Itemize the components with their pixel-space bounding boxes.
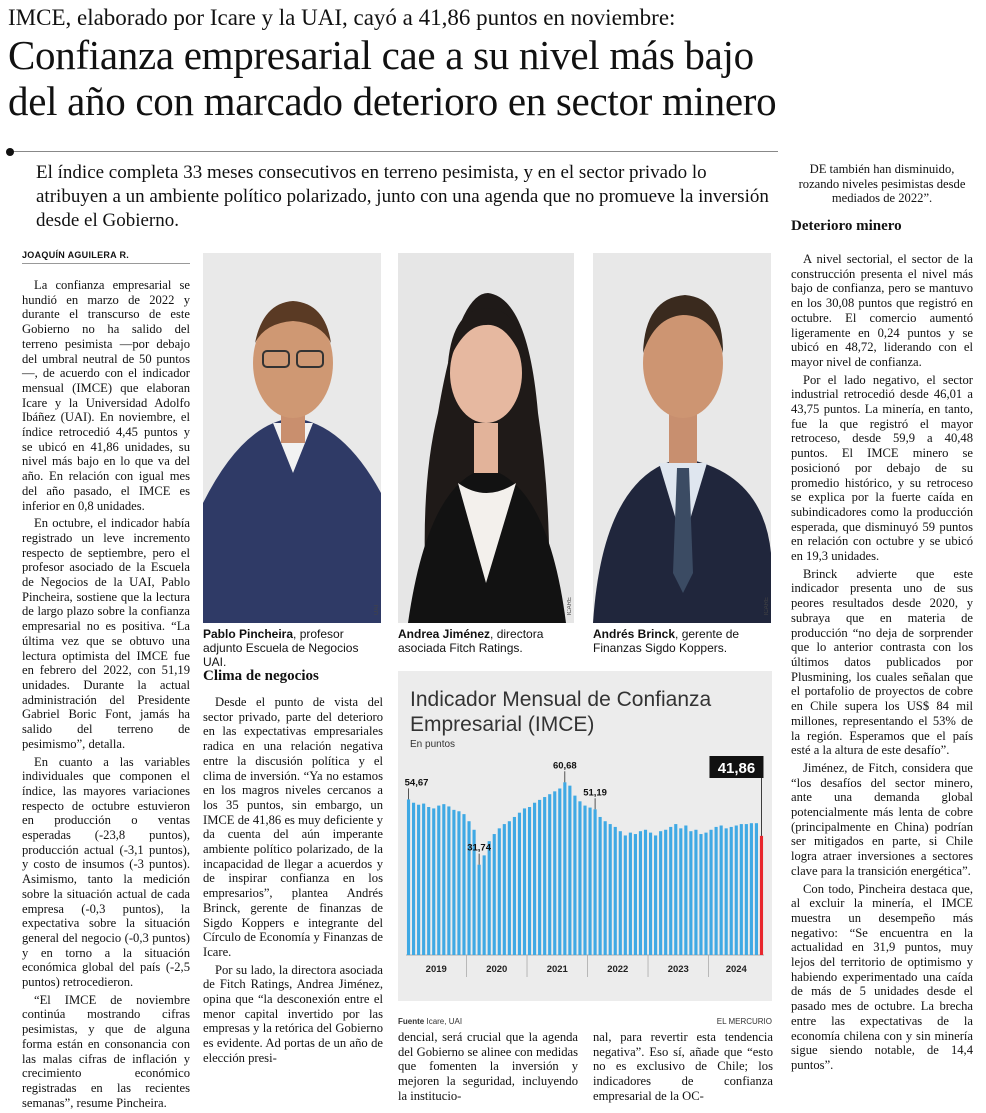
bar xyxy=(669,827,672,955)
bar xyxy=(699,834,702,955)
header-rule xyxy=(8,151,778,152)
caption-pablo-pincheira xyxy=(203,627,383,669)
bar xyxy=(664,830,667,955)
annotation-label: 54,67 xyxy=(404,777,429,789)
bar xyxy=(427,807,430,955)
bar xyxy=(674,824,677,955)
bar xyxy=(573,796,576,955)
portrait-illustration xyxy=(593,253,771,623)
deck: El índice completa 33 meses consecutivos en terreno pesimista, y en el sector privado lo atribuyen a un ambiente político polarizado, junto con una agenda que no promueve la inversión desde el Gobierno. xyxy=(36,162,769,231)
photo-andrea-jimenez xyxy=(398,253,574,623)
bar xyxy=(583,806,586,955)
kicker: IMCE, elaborado por Icare y la UAI, cayó a 41,86 puntos en noviembre: xyxy=(8,5,676,30)
headline-line-2: del año con marcado deterioro en sector minero xyxy=(8,78,777,124)
bar xyxy=(735,826,738,956)
headline xyxy=(8,32,983,124)
bar xyxy=(644,830,647,955)
bar xyxy=(720,826,723,956)
subhead-deterioro-minero: Deterioro minero xyxy=(791,218,902,234)
bar xyxy=(760,836,763,955)
bar xyxy=(528,807,531,955)
photo-andres-brinck xyxy=(593,253,771,623)
paragraph: “El IMCE de noviembre continúa mostrando cifras pesimistas, y que de alguna forma están en consonancia con las malas cifras de inflación y crecimiento económico registradas en las recientes semanas”, resume Pincheira. xyxy=(22,992,190,1110)
bar xyxy=(740,824,743,955)
bar xyxy=(488,841,491,955)
bar xyxy=(634,834,637,955)
bar xyxy=(508,821,511,955)
bar xyxy=(563,782,566,955)
bar xyxy=(659,831,662,955)
paragraph: Jiménez, de Fitch, considera que “los desafíos del sector minero, ante una demanda global potencialmente más lenta de cobre (principalmente en China) podrían ser mitigados en parte, si Chile logra atraer inversiones a sectores clave para la transición energética”. xyxy=(791,760,973,878)
annotation-label: 60,68 xyxy=(552,760,577,772)
bar xyxy=(462,814,465,955)
byline-rule xyxy=(22,263,190,264)
byline: JOAQUÍN AGUILERA R. xyxy=(22,250,130,260)
bar xyxy=(639,831,642,955)
bar xyxy=(619,831,622,955)
column-4-bottom: nal, para revertir esta tendencia negativa”. Eso sí, añade que “esto no es exclusivo de Chile; los indicadores de confianza empresarial de la OC- xyxy=(593,1030,773,1103)
caption-role: , gerente de Finanzas Sigdo Koppers. xyxy=(593,627,740,655)
imce-bar-chart xyxy=(398,750,772,980)
caption-name: Pablo Pincheira xyxy=(203,627,294,641)
bar xyxy=(533,803,536,955)
bar xyxy=(503,824,506,955)
highlight-label: 41,86 xyxy=(717,760,756,777)
caption-role: , directora asociada Fitch Ratings. xyxy=(398,627,544,655)
bar xyxy=(543,797,546,955)
bar xyxy=(518,813,521,955)
bar xyxy=(457,811,460,955)
bar xyxy=(478,865,481,955)
bar xyxy=(553,791,556,955)
x-tick-label: 2022 xyxy=(607,964,629,975)
x-tick-label: 2023 xyxy=(667,964,689,975)
paragraph: Por el lado negativo, el sector industrial retrocedió desde 46,01 a 43,75 puntos. La minería, en tanto, fue la que registró el mayor retroceso, desde 59,9 a 40,48 puntos. El IMCE minero se posicionó por debajo de su promedio histórico, y su retroceso se explica por la fuerte caída en subindicadores como la producción esperada, que disminuyó 59 puntos en relación con octubre y se ubicó en 19,3 unidades. xyxy=(791,372,973,564)
bar xyxy=(624,835,627,955)
annotation-label: 51,19 xyxy=(583,787,607,799)
paragraph: En octubre, el indicador había registrado un leve incremento respecto de septiembre, pero el profesor asociado de la Escuela de Negocios de la UAI, Pablo Pincheira, sostiene que la lectura de largo plazo sobre la confianza empresarial no es positiva. “La última vez que se obtuvo una lectura optimista del IMCE fue en febrero del 2022, con 51,19 unidades. Durante la actual administración del Presidente Gabriel Boric Font, jamás ha salido del terreno de pesimismo”, detalla. xyxy=(22,516,190,751)
bar xyxy=(689,831,692,955)
bar xyxy=(609,824,612,955)
x-tick-label: 2019 xyxy=(425,964,447,975)
annotation-label: 31,74 xyxy=(467,842,492,854)
bar xyxy=(599,817,602,955)
publisher: EL MERCURIO xyxy=(716,1017,772,1026)
caption-name: Andrea Jiménez xyxy=(398,627,491,641)
photo-credit: UAI xyxy=(374,604,380,615)
bar xyxy=(684,826,687,956)
bar xyxy=(730,827,733,955)
paragraph: Brinck advierte que este indicador presenta uno de sus peores resultados desde 2020, y subraya que en materia de producción “no deja de sorprender que lo anterior contrasta con los últimos datos publicados por Plusmining, los cuales señalan que el portafolio de proyectos de cobre en Chile supera los US$ 84 mil millones, representando el 53% de la región. Esperamos que el país esté a la altura de este desafío”. xyxy=(791,566,973,758)
bar xyxy=(715,827,718,955)
paragraph: Desde el punto de vista del sector privado, parte del deterioro en las expectativas empresariales radica en una relación negativa entre la discusión política y el clima de inversión. “Ya no estamos en los magros niveles cercanos a los 35 puntos, sin embargo, un IMCE de 41,86 es muy deficiente y da cuenta del aún imperante ambiente político polarizado, de la incapacidad de llegar a acuerdos y de inspirar confianza en los empresarios”, plantea Andrés Brinck, gerente de finanzas de Sigdo Koppers e integrante del Círculo de Economía y Finanzas de Icare. xyxy=(203,695,383,959)
bar xyxy=(523,808,526,955)
bar xyxy=(594,809,597,955)
source-label: Fuente xyxy=(398,1017,425,1026)
bar xyxy=(422,804,425,955)
bar xyxy=(709,830,712,955)
x-tick-label: 2020 xyxy=(486,964,508,975)
photo-credit: ICARE xyxy=(567,596,573,615)
headline-line-1: Confianza empresarial cae a su nivel más bajo xyxy=(8,32,754,78)
bar xyxy=(538,800,541,955)
chart-source xyxy=(398,1017,772,1026)
bar xyxy=(568,786,571,955)
paragraph: En cuanto a las variables individuales que componen el índice, las mayores variaciones respecto de octubre estuvieron en producción o ventas esperadas (-23,8 puntos), producción actual (-3,1 puntos), y costo de insumos (-3 puntos). Asimismo, tanto la medición sobre la situación actual de cada empresa (-0,3 puntos), la expectativa sobre la situación general del negocio (-0,3 puntos) y en torno a la situación económica global del país (-2,5 puntos) retrocedieron. xyxy=(22,754,190,990)
photo-pablo-pincheira xyxy=(203,253,381,623)
bar xyxy=(629,833,632,955)
photo-credit: ICARE xyxy=(764,596,770,615)
chart-title: Indicador Mensual de Confianza Empresarial (IMCE) xyxy=(410,688,712,736)
bar xyxy=(649,833,652,955)
paragraph: A nivel sectorial, el sector de la construcción presenta el nivel más bajo de confianza, pero se mantuvo en los 30,08 puntos que registró en octubre. El comercio aumentó ligeramente en 0,24 puntos y se ubicó en 48,72, liderando con el mayor nivel de confianza. xyxy=(791,252,973,369)
paragraph: Por su lado, la directora asociada de Fitch Ratings, Andrea Jiménez, opina que “la desconexión entre el menor capital invertido por las empresas y la retórica del Gobierno es evidente. Ad portas de un año de elección presi- xyxy=(203,962,383,1065)
bar xyxy=(704,833,707,955)
caption-name: Andrés Brinck xyxy=(593,627,676,641)
bar xyxy=(467,821,470,955)
source-text: Icare, UAI xyxy=(426,1017,463,1026)
bar xyxy=(588,808,591,955)
bar xyxy=(558,789,561,956)
bar xyxy=(498,828,501,955)
column-5 xyxy=(791,252,973,1076)
column-2 xyxy=(203,695,383,1069)
bar xyxy=(452,810,455,955)
bar xyxy=(417,805,420,955)
portrait-illustration xyxy=(398,253,574,623)
x-tick-label: 2024 xyxy=(725,964,747,975)
subhead-clima-de-negocios: Clima de negocios xyxy=(203,668,319,684)
bar xyxy=(614,827,617,955)
bar xyxy=(412,803,415,955)
bar xyxy=(447,806,450,955)
chart-subtitle: En puntos xyxy=(410,739,456,750)
bar xyxy=(694,830,697,955)
bar xyxy=(755,823,758,955)
paragraph: La confianza empresarial se hundió en marzo de 2022 y durante el transcurso de este Gobierno no ha salido del terreno pesimista —por debajo del umbral neutral de 50 puntos—, de acuerdo con el indicador mensual (IMCE) que elaboran Icare y la Universidad Adolfo Ibáñez (UAI). En noviembre, el índice retrocedió 4,45 puntos y se ubicó en 41,86 unidades, su nivel más bajo en lo que va del año. En relación con igual mes del año pasado, el IMCE es inferior en 0,8 unidades. xyxy=(22,278,190,513)
x-tick-label: 2021 xyxy=(546,964,568,975)
bar xyxy=(725,828,728,955)
column-3-bottom: dencial, será crucial que la agenda del Gobierno se alinee con medidas que fomenten la inversión y mejoren la seguridad, incluyendo la institucio- xyxy=(398,1030,578,1103)
bar xyxy=(483,855,486,955)
bar xyxy=(493,834,496,955)
bar xyxy=(548,794,551,955)
bar xyxy=(513,817,516,955)
caption-role: , profesor adjunto Escuela de Negocios UAI. xyxy=(203,627,359,669)
column-1 xyxy=(22,278,190,1113)
paragraph: Con todo, Pincheira destaca que, al excluir la minería, el IMCE muestra un desempeño más negativo: “Se encuentra en la actualidad en 31,9 puntos, muy lejos del territorio de optimismo y habiendo experimentado una caída de más de 5 unidades desde el pasado mes de octubre. La brecha entre las expectativas de la economía chilena con y sin minería sigue siendo notable, de 14,4 puntos”. xyxy=(791,881,973,1072)
bar xyxy=(750,823,753,955)
bar xyxy=(679,828,682,955)
bar xyxy=(437,806,440,955)
caption-andrea-jimenez xyxy=(398,627,576,655)
bar xyxy=(604,821,607,955)
caption-andres-brinck xyxy=(593,627,773,655)
column-5-top: DE también han disminuido, rozando niveles pesimistas desde mediados de 2022”. xyxy=(798,162,966,206)
bar xyxy=(432,808,435,955)
bullet-dot xyxy=(6,148,14,156)
bar xyxy=(654,835,657,955)
bar xyxy=(407,799,410,955)
bar xyxy=(442,804,445,955)
bar xyxy=(578,801,581,955)
portrait-illustration xyxy=(203,253,381,623)
bar xyxy=(745,824,748,955)
